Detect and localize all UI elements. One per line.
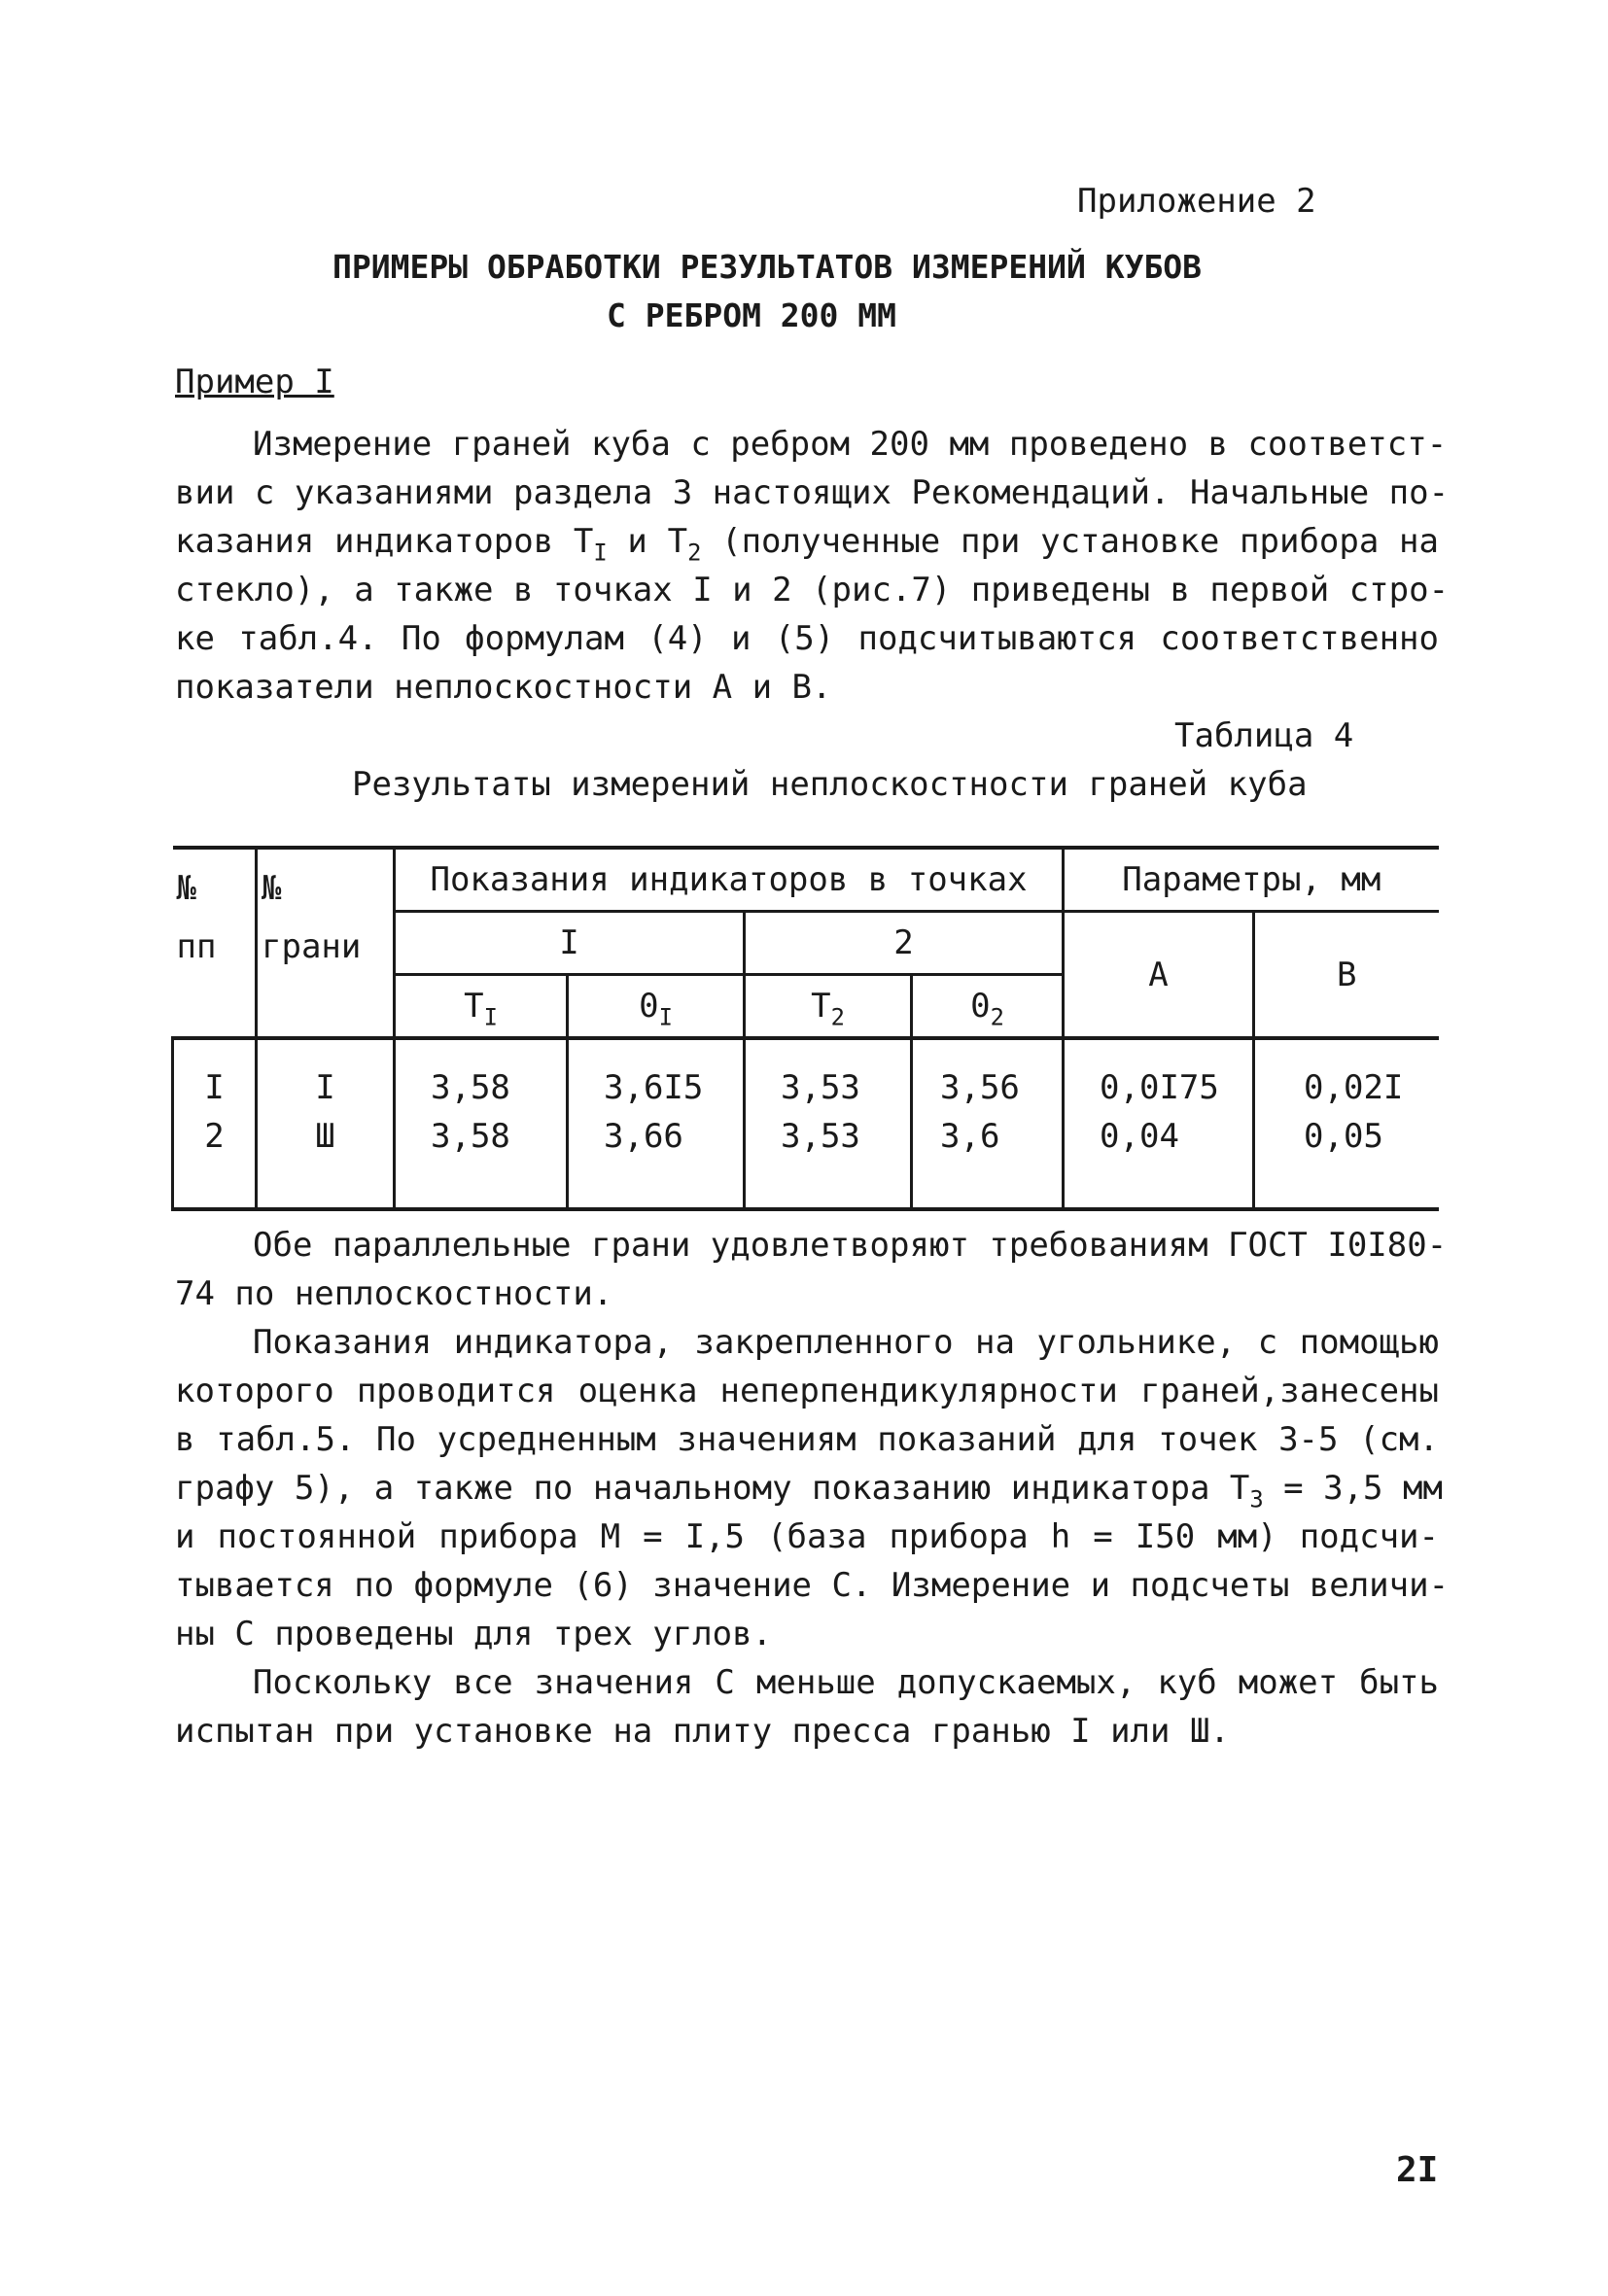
cell-face [257,1038,395,1209]
subscript: I [593,539,608,567]
paragraph-3-line-5: и постоянной прибора М = I,5 (база прибора h = I50 мм) подсчи- [175,1517,1439,1556]
cell-value: I [315,1068,335,1107]
results-table [171,846,1439,1211]
subscript: I [483,1003,498,1031]
header-point-1: I [395,912,745,975]
cell-value: 2 [204,1117,225,1156]
subscript: 2 [687,539,702,567]
header-row-number [173,848,257,1038]
paragraph-1-line-3 [175,517,1439,566]
paragraph-3-line-2: которого проводится оценка неперпендикулярности граней,занесены [175,1372,1439,1410]
paragraph-1-line-5: ке табл.4. По формулам (4) и (5) подсчитываются соответственно [175,619,1439,658]
title-line-1: ПРИМЕРЫ ОБРАБОТКИ РЕЗУЛЬТАТОВ ИЗМЕРЕНИЙ КУБОВ [332,248,1203,286]
cell-value: 0,05 [1304,1117,1383,1156]
cell-value: 3,66 [604,1117,683,1156]
cell-t2 [745,1038,912,1209]
header-text: пп [176,927,217,966]
paragraph-1-line-6: показатели неплоскостности А и В. [175,668,832,707]
paragraph-3 [175,1318,1450,1658]
cell-param-a [1064,1038,1254,1209]
paragraph-3-line-7: ны С проведены для трех углов. [175,1615,773,1653]
cell-row-number [173,1038,257,1209]
cell-value: 3,6I5 [604,1068,704,1107]
subscript: 2 [990,1003,1004,1031]
paragraph-4-line-2: испытан при установке на плиту пресса гранью I или Ш. [175,1712,1230,1751]
cell-value: 0,02I [1304,1068,1404,1107]
paragraph-1-line-2: вии с указаниями раздела 3 настоящих Рекомендаций. Начальные по- [175,473,1450,512]
cell-value: Ш [315,1117,335,1156]
paragraph-4 [175,1658,1439,1756]
header-o2 [912,975,1064,1039]
paragraph-2-line-2: 74 по неплоскостности. [175,1274,613,1313]
cell-value: 3,56 [940,1068,1020,1107]
header-t2 [745,975,912,1039]
header-parameters: Параметры, мм [1064,848,1439,912]
cell-value: 3,6 [940,1117,1000,1156]
appendix-label: Приложение 2 [1077,182,1316,221]
paragraph-2-line-1: Обе параллельные грани удовлетворяют требованиям ГОСТ I0I80- [253,1226,1448,1265]
cell-value: 3,58 [431,1068,510,1107]
header-text: 0 [639,987,659,1026]
subscript: 3 [1249,1485,1264,1513]
text-run: = 3,5 мм [1263,1469,1443,1508]
cell-o2 [912,1038,1064,1209]
paragraph-1 [175,420,1450,712]
subscript: I [658,1003,673,1031]
header-face-number [257,848,395,1038]
table-label: Таблица 4 [1174,716,1354,755]
subscript: 2 [830,1003,845,1031]
header-param-a: А [1064,912,1254,1039]
header-text: № [262,869,282,908]
header-param-b: В [1254,912,1439,1039]
cell-value: 3,53 [781,1117,860,1156]
text-run: (полученные при установке прибора на [701,522,1439,561]
header-o1 [568,975,745,1039]
header-point-2: 2 [745,912,1064,975]
cell-t1 [395,1038,568,1209]
header-text: № [176,869,196,908]
header-text: Т [811,987,831,1026]
paragraph-3-line-3: в табл.5. По усредненным значениям показаний для точек 3-5 (см. [175,1420,1439,1459]
text-run: и Т [607,522,688,561]
paragraph-2 [175,1221,1448,1318]
page-number: 2I [1396,2150,1439,2190]
table-caption: Результаты измерений неплоскостности граней куба [352,765,1308,804]
header-readings: Показания индикаторов в точках [395,848,1064,912]
paragraph-1-line-4: стекло), а также в точках I и 2 (рис.7) приведены в первой стро- [175,571,1450,609]
header-t1 [395,975,568,1039]
title-line-2: С РЕБРОМ 200 ММ [607,296,897,334]
paragraph-3-line-6: тывается по формуле (6) значение С. Измерение и подсчеты величи- [175,1566,1450,1605]
table-data-row [173,1038,1439,1209]
header-text: 0 [970,987,991,1026]
cell-value: 3,53 [781,1068,860,1107]
paragraph-3-line-1: Показания индикатора, закрепленного на угольнике, с помощью [253,1323,1439,1362]
header-text: грани [262,927,362,966]
example-heading: Пример I [175,363,334,401]
cell-value: 3,58 [431,1117,510,1156]
cell-value: 0,04 [1100,1117,1179,1156]
cell-o1 [568,1038,745,1209]
cell-param-b [1254,1038,1439,1209]
cell-value: I [204,1068,225,1107]
text-run: графу 5), а также по начальному показанию индикатора Т [175,1469,1250,1508]
header-text: Т [464,987,484,1026]
table-header-row-1 [173,848,1439,912]
cell-value: 0,0I75 [1100,1068,1219,1107]
paragraph-1-line-1: Измерение граней куба с ребром 200 мм проведено в соответст- [253,425,1448,464]
paragraph-3-line-4 [175,1464,1443,1513]
paragraph-4-line-1: Поскольку все значения С меньше допускаемых, куб может быть [253,1663,1439,1702]
text-run: казания индикаторов Т [175,522,594,561]
